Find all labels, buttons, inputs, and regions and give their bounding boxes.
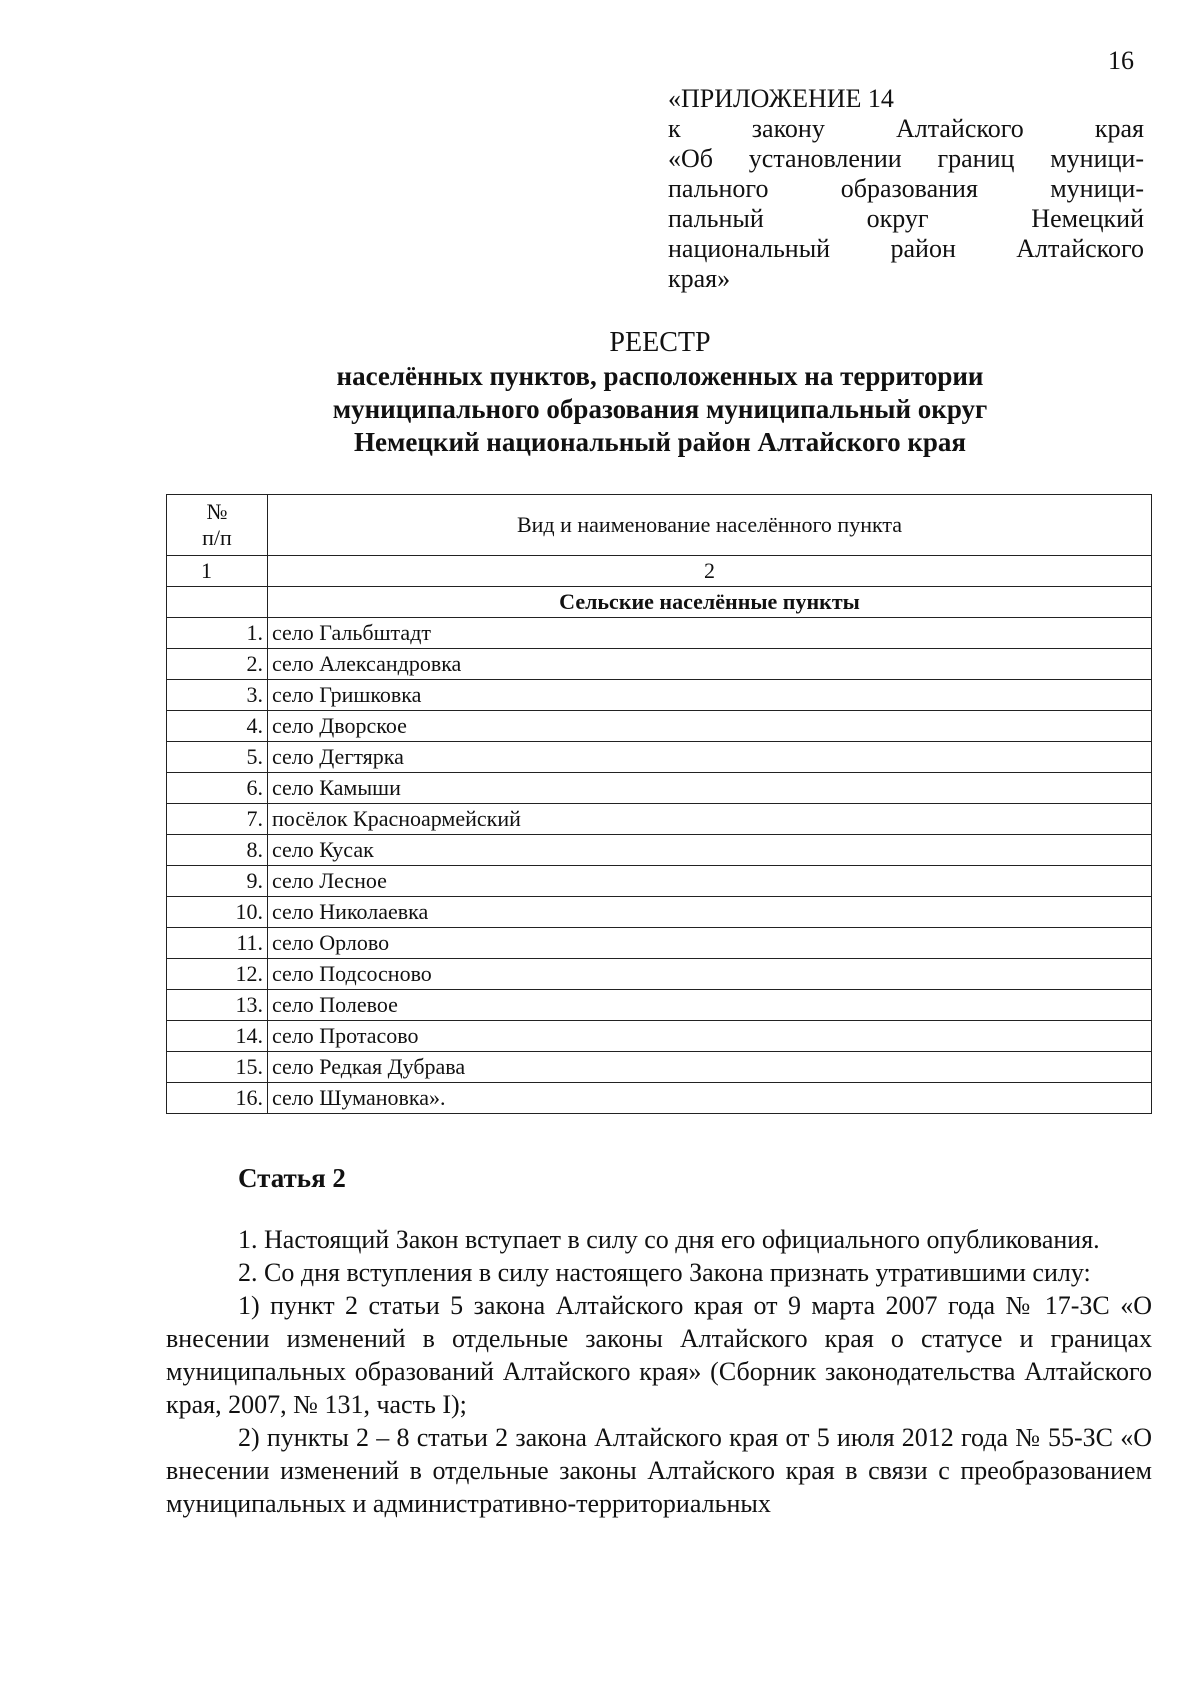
table-row: [167, 990, 1152, 1021]
table-row: [167, 835, 1152, 866]
appendix-line: к закону Алтайского края: [668, 114, 1144, 143]
table-row: [167, 928, 1152, 959]
row-settlement-name: село Гальбштадт: [268, 618, 1152, 649]
row-number: 4.: [167, 711, 268, 742]
row-settlement-name: село Шумановка».: [268, 1083, 1152, 1114]
row-number: 3.: [167, 680, 268, 711]
row-number: 12.: [167, 959, 268, 990]
row-number: 16.: [167, 1083, 268, 1114]
register-subtitle-line: муниципального образования муниципальный округ: [332, 394, 988, 424]
section-label: Сельские населённые пункты: [268, 587, 1152, 618]
settlements-table: [166, 494, 1152, 1114]
row-settlement-name: село Подсосново: [268, 959, 1152, 990]
row-settlement-name: село Кусак: [268, 835, 1152, 866]
article-paragraph: 2) пункты 2 – 8 статьи 2 закона Алтайского края от 5 июля 2012 года № 55-ЗС «О внесении изменений в отдельные законы Алтайского края в связи с преобразованием муниципальных и административно-территориальных: [166, 1423, 1152, 1518]
section-empty-cell: [167, 587, 268, 618]
header-number-abbrev: п/п: [202, 525, 232, 550]
appendix-header: [668, 84, 1144, 294]
table-header-row: [167, 495, 1152, 556]
article-section: [166, 1162, 1152, 1520]
row-settlement-name: село Александровка: [268, 649, 1152, 680]
register-subtitle-line: населённых пунктов, расположенных на территории: [336, 361, 984, 391]
row-number: 8.: [167, 835, 268, 866]
table-row: [167, 804, 1152, 835]
appendix-line: «Об установлении границ муници-: [668, 144, 1144, 173]
table-row: [167, 649, 1152, 680]
register-title: РЕЕСТР: [609, 327, 711, 358]
article-paragraph: 2. Со дня вступления в силу настоящего Закона признать утратившими силу:: [238, 1258, 1091, 1287]
row-number: 9.: [167, 866, 268, 897]
row-number: 2.: [167, 649, 268, 680]
article-paragraph: 1. Настоящий Закон вступает в силу со дня его официального опубликования.: [238, 1225, 1100, 1254]
row-number: 7.: [167, 804, 268, 835]
row-number: 15.: [167, 1052, 268, 1083]
row-settlement-name: село Гришковка: [268, 680, 1152, 711]
table-row: [167, 897, 1152, 928]
register-heading: [120, 326, 1200, 459]
row-number: 13.: [167, 990, 268, 1021]
table-section-row: [167, 587, 1152, 618]
appendix-line: национальный район Алтайского: [668, 234, 1144, 263]
table-row: [167, 680, 1152, 711]
row-number: 14.: [167, 1021, 268, 1052]
row-settlement-name: село Николаевка: [268, 897, 1152, 928]
table-column-index-row: [167, 556, 1152, 587]
row-settlement-name: село Редкая Дубрава: [268, 1052, 1152, 1083]
table-row: [167, 618, 1152, 649]
table-row: [167, 742, 1152, 773]
table-row: [167, 866, 1152, 897]
table-row: [167, 711, 1152, 742]
row-settlement-name: село Лесное: [268, 866, 1152, 897]
row-settlement-name: село Полевое: [268, 990, 1152, 1021]
column-index-2: 2: [268, 556, 1152, 587]
appendix-title: «ПРИЛОЖЕНИЕ 14: [668, 84, 894, 113]
row-number: 11.: [167, 928, 268, 959]
row-settlement-name: село Протасово: [268, 1021, 1152, 1052]
page-number: 16: [1108, 46, 1134, 75]
table-row: [167, 1021, 1152, 1052]
row-number: 10.: [167, 897, 268, 928]
table-row: [167, 1052, 1152, 1083]
header-name-cell: Вид и наименование населённого пункта: [268, 495, 1152, 556]
appendix-line: края»: [668, 264, 731, 293]
table-row: [167, 1083, 1152, 1114]
row-number: 1.: [167, 618, 268, 649]
register-subtitle-line: Немецкий национальный район Алтайского края: [353, 427, 967, 457]
appendix-line: пальный округ Немецкий: [668, 204, 1144, 233]
header-number-symbol: №: [206, 499, 228, 524]
appendix-line: пального образования муници-: [668, 174, 1144, 203]
row-number: 5.: [167, 742, 268, 773]
row-settlement-name: село Дегтярка: [268, 742, 1152, 773]
row-number: 6.: [167, 773, 268, 804]
row-settlement-name: село Камыши: [268, 773, 1152, 804]
article-title: Статья 2: [238, 1163, 346, 1193]
row-settlement-name: село Орлово: [268, 928, 1152, 959]
table-row: [167, 959, 1152, 990]
header-number-cell: [167, 495, 268, 556]
table-row: [167, 773, 1152, 804]
column-index-1: 1: [167, 556, 268, 587]
article-paragraph: 1) пункт 2 статьи 5 закона Алтайского края от 9 марта 2007 года № 17-ЗС «О внесении изменений в отдельные законы Алтайского края о статусе и границах муниципальных образований Алтайского края» (Сборник законодательства Алтайского края, 2007, № 131, часть I);: [166, 1291, 1152, 1419]
row-settlement-name: посёлок Красноармейский: [268, 804, 1152, 835]
row-settlement-name: село Дворское: [268, 711, 1152, 742]
